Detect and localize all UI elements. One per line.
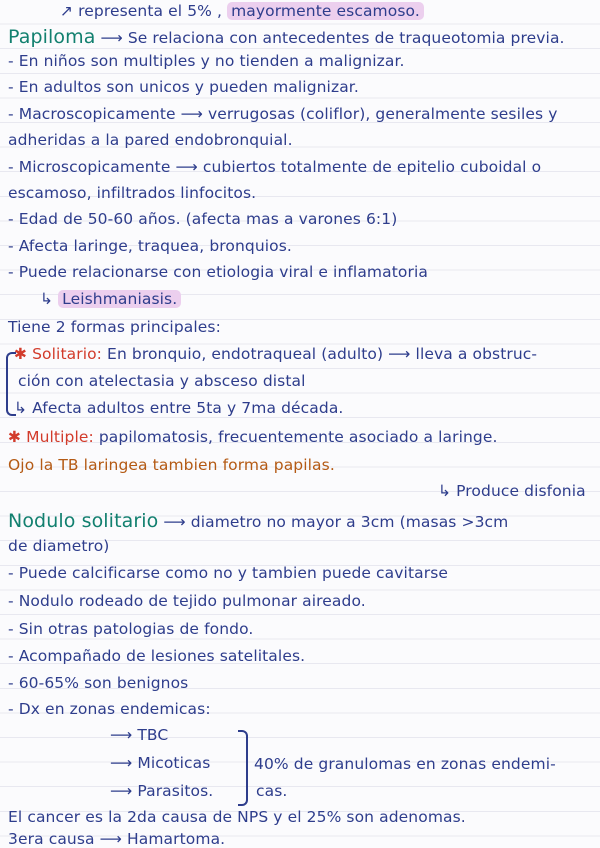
note-line-6: adheridas a la pared endobronquial. [8,131,293,149]
note-line-2 [8,26,596,48]
note-line-25: - Acompañado de lesiones satelitales. [8,647,306,665]
note-line-10: - Afecta laringe, traquea, bronquios. [8,237,292,255]
heading-papiloma: Papiloma [8,26,96,48]
note-line-19: ↳ Produce disfonia [438,482,586,500]
note-text: ⟶ diametro no mayor a 3cm (masas >3cm [163,513,509,531]
note-line-21: de diametro) [8,537,110,555]
note-text: ↗ representa el 5% , [60,2,223,20]
note-line-31: El cancer es la 2da causa de NPS y el 25% son adenomas. [8,808,466,826]
note-line-27: - Dx en zonas endemicas: [8,700,211,718]
note-line-23: - Nodulo rodeado de tejido pulmonar aireado. [8,592,366,610]
label-solitario: ✱ Solitario: [14,345,103,363]
note-line-3: - En niños son multiples y no tienden a malignizar. [8,52,405,70]
note-line-12 [40,290,596,308]
bracket-right [238,730,248,806]
note-text: En bronquio, endotraqueal (adulto) ⟶ lleva a obstruc- [107,345,538,363]
note-arrow: ↳ [40,290,54,308]
heading-nodulo-solitario: Nodulo solitario [8,510,159,532]
note-line-32: 3era causa ⟶ Hamartoma. [8,830,226,848]
note-text: ⟶ Se relaciona con antecedentes de traqueotomia previa. [100,29,565,47]
note-line-24: - Sin otras patologias de fondo. [8,620,254,638]
note-line-18: Ojo la TB laringea tambien forma papilas. [8,456,335,474]
note-line-tbc: ⟶ TBC [110,726,169,744]
note-line-14 [14,345,596,363]
note-line-9: - Edad de 50-60 años. (afecta mas a varones 6:1) [8,210,398,228]
label-multiple: ✱ Multiple: [8,428,94,446]
note-line-4: - En adultos son unicos y pueden malignizar. [8,78,359,96]
note-line-15: ción con atelectasia y absceso distal [18,372,306,390]
note-line-7: - Microscopicamente ⟶ cubiertos totalmente de epitelio cuboidal o [8,158,542,176]
note-line-11: - Puede relacionarse con etiologia viral e inflamatoria [8,263,428,281]
note-line-parasitos: ⟶ Parasitos. [110,782,214,800]
highlight-leishmaniasis: Leishmaniasis. [58,290,181,308]
note-line-pct2: cas. [256,782,288,800]
highlight-escamoso: mayormente escamoso. [227,2,424,20]
note-line-20 [8,510,596,532]
note-line-1 [60,2,596,20]
note-line-8: escamoso, infiltrados linfocitos. [8,184,257,202]
note-line-26: - 60-65% son benignos [8,674,189,692]
note-line-16: ↳ Afecta adultos entre 5ta y 7ma década. [14,399,344,417]
note-line-13: Tiene 2 formas principales: [8,318,221,336]
note-line-micoticas: ⟶ Micoticas [110,754,211,772]
note-line-5: - Macroscopicamente ⟶ verrugosas (coliflor), generalmente sesiles y [8,105,558,123]
note-line-pct1: 40% de granulomas en zonas endemi- [254,755,556,773]
note-line-22: - Puede calcificarse como no y tambien puede cavitarse [8,564,449,582]
note-line-17 [8,428,596,446]
note-text: papilomatosis, frecuentemente asociado a laringe. [98,428,498,446]
